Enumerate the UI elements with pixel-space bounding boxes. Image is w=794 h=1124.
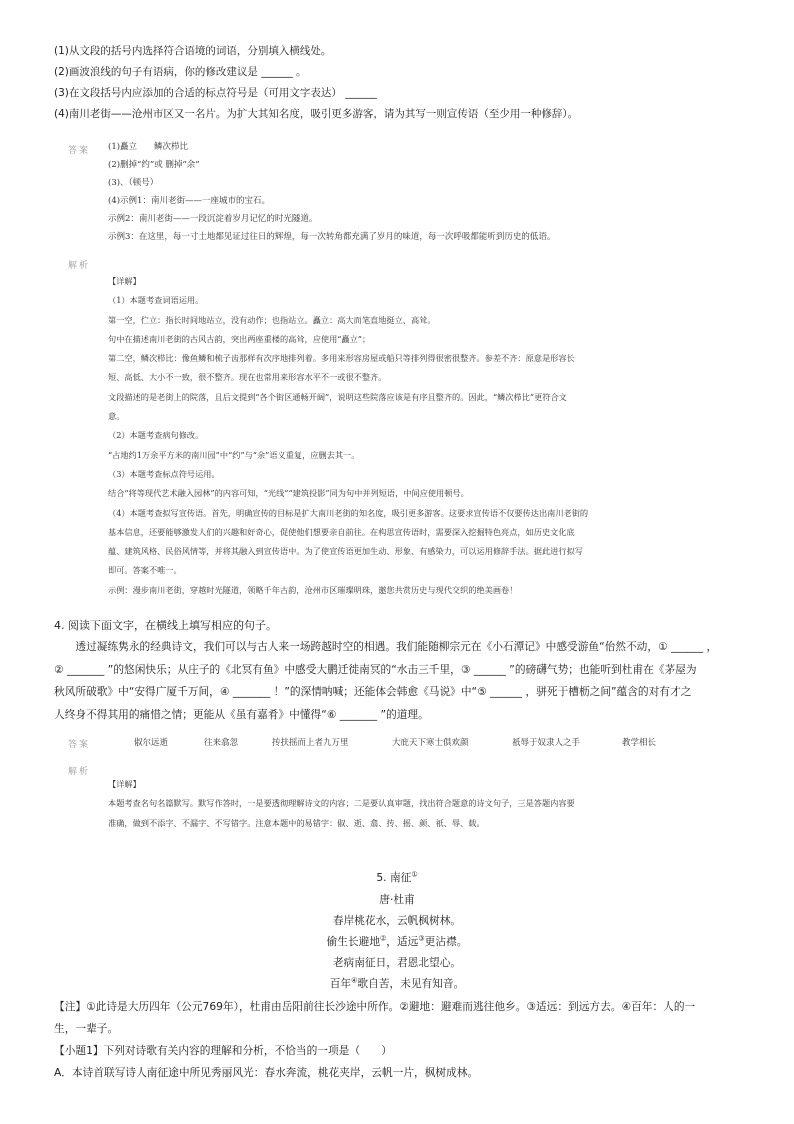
- footnote-mark: ②: [380, 934, 387, 943]
- answer-item: 祇辱于奴隶人之手: [512, 738, 581, 748]
- question-3-4: (4)南川老街——沧州市区又一名片。为扩大其知名度，吸引更多游客，请为其写一则宣传语（至少用一种修辞）。: [54, 108, 579, 120]
- passage-line: ② _______ ”的悠闲快乐；从庄子的《北冥有鱼》中感受大鹏迁徙南冥的“水击三千里，③ ______ ”的磅礴气势；也能听到杜甫在《茅屋为: [54, 662, 697, 676]
- analysis-line: 蕴、建筑风格、民俗风情等，并将其融入到宣传语中。为了使宣传语更加生动、形象、有感染力，可以运用修辞手法。据此进行拟写: [108, 546, 583, 557]
- poem-line-2: [0, 934, 794, 949]
- option-a: A．本诗首联写诗人南征途中所见秀丽风光：春水奔流，桃花夹岸，云帆一片，枫树成林。: [54, 1066, 479, 1079]
- analysis-label: 解析: [68, 261, 91, 271]
- question-4-title: 4. 阅读下面文字，在横线上填写相应的句子。: [54, 619, 277, 632]
- poem-title-text: 5. 南征: [376, 871, 412, 884]
- answer-item: 俶尔远逝: [134, 738, 169, 748]
- poem-line-4: [0, 976, 794, 991]
- poem-text: 百年: [329, 977, 352, 990]
- analysis-line: 准确，做到不添字、不漏字、不写错字。注意本题中的易错字：俶、逝、翕、抟、摇、颜、祇、辱、载。: [108, 817, 485, 828]
- poem-author: 唐·杜甫: [379, 893, 415, 906]
- analysis-line: （2）本题考查病句修改。: [108, 430, 204, 441]
- analysis-line: 第二空，鳞次栉比：像鱼鳞和梳子齿那样有次序地排列着。多用来形容房屋或船只等排列得很密很整齐。参差不齐：原意是形容长: [108, 353, 575, 364]
- analysis-line: 结合“将等现代艺术融入园林”的内容可知，“光线”“建筑投影”同为句中并列短语，中间应使用顿号。: [108, 488, 469, 499]
- answer-item: 教学相长: [622, 738, 657, 748]
- question-4-passage: [54, 636, 744, 726]
- analysis-line: “占地约1万余平方米的南川园”中“约”与“余”语义重复，应删去其一。: [108, 449, 360, 460]
- answer-line: (4)示例1：南川老街——一座城市的宝石。: [108, 196, 270, 206]
- passage-line: 秋风所破歌》中“安得广厦千万间，④ _______ ！”的深情呐喊；还能体会韩愈《马说》中“⑤ ______ ，骈死于槽枥之间”蕴含的对有才之: [54, 685, 692, 698]
- answer-item: 大庇天下寒士俱欢颜: [392, 738, 469, 748]
- question-3-1: (1)从文段的括号内选择符合语境的词语，分别填入横线处。: [54, 45, 332, 57]
- analysis-line: （4）本题考查拟写宣传语。首先，明确宣传的目标是扩大南川老街的知名度，吸引更多游客。这要求宣传语不仅要传达出南川老街的: [108, 507, 589, 518]
- analysis-line: 本题考查名句名篇默写。默写作答时，一是要透彻理解诗文的内容；二是要认真审题，找出符合题意的诗文句子，三是答题内容要: [108, 798, 575, 809]
- analysis-block-4: [108, 775, 720, 833]
- answer-block-3: [108, 141, 555, 249]
- answer-line: 示例3：在这里，每一寸土地都见证过往日的辉煌，每一次转角都充满了岁月的味道，每一次呼吸都能听到历史的低语。: [108, 232, 556, 242]
- passage-line: 人终身不得其用的痛惜之情；更能从《虽有嘉肴》中懂得“⑥ _______ ”的道理。: [54, 707, 429, 721]
- poem-line-1: 春岸桃花水，云帆枫树林。: [332, 914, 462, 927]
- answer-item: 往来翕忽: [204, 738, 239, 748]
- poem-text: 歌自苦，未见有知音。: [357, 977, 465, 990]
- analysis-line: 文段描述的是老街上的院落，且后文提到“各个街区通畅开阔”，说明这些院落应该是有序且整齐的。因此，“鳞次栉比”更符合文: [108, 391, 567, 402]
- analysis-line: 【详解】: [108, 276, 141, 286]
- analysis-line: 短、高低、大小不一致，很不整齐。现在也常用来形容水平不一或很不整齐。: [108, 372, 387, 383]
- poem-text: ，适远: [386, 935, 419, 948]
- analysis-line: （1）本题考查词语运用。: [108, 295, 204, 306]
- poem-line-3: 老病南征日，君恩北望心。: [332, 956, 462, 969]
- answer-label: 答案: [68, 740, 91, 750]
- answer-line: 示例2：南川老街——一段沉淀着岁月记忆的时光隧道。: [108, 214, 318, 224]
- analysis-line: 第一空，伫立：指长时间地站立，没有动作；也指站立。矗立：高大而笔直地挺立、高耸。: [108, 314, 436, 325]
- poem-title: [0, 870, 794, 885]
- answer-line: (2)删掉“约”或 删掉“余”: [108, 160, 200, 170]
- answer-line: (3)、（顿号）: [108, 178, 159, 188]
- poem-notes: [54, 996, 744, 1084]
- question-3-2: (2)画波浪线的句子有语病，你的修改建议是 ______ 。: [54, 66, 307, 78]
- footnote-mark: ④: [351, 976, 358, 985]
- analysis-label: 解析: [68, 767, 91, 777]
- answer-line: (1)矗立 鳞次栉比: [108, 142, 189, 152]
- poem-text: 偷生长避地: [326, 935, 381, 948]
- poem-text: 更沾襟。: [424, 935, 468, 948]
- analysis-block-3: [108, 272, 720, 600]
- analysis-line: 即可。答案不唯一。: [108, 565, 182, 576]
- note-line: 生，一辈子。: [54, 1022, 119, 1035]
- sub-question-1: 【小题1】下列对诗歌有关内容的理解和分析，不恰当的一项是（ ）: [54, 1044, 393, 1057]
- analysis-line: 句中在描述南川老街的古风古韵，突出两座重楼的高耸，应使用“矗立”；: [108, 333, 371, 344]
- footnote-mark: ①: [411, 870, 418, 879]
- analysis-line: （3）本题考查标点符号运用。: [108, 468, 220, 479]
- footnote-mark: ③: [418, 934, 425, 943]
- answer-item: 抟扶摇而上者九万里: [272, 738, 349, 748]
- analysis-line: 示例：漫步南川老街，穿越时光隧道，领略千年古韵，沧州市区璀璨明珠，邀您共赏历史与现代交织的绝美画卷！: [108, 584, 518, 595]
- question-3-3: (3)在文段括号内应添加的合适的标点符号是（可用文字表达） ______: [54, 87, 377, 99]
- analysis-line: 【详解】: [108, 779, 141, 789]
- analysis-line: 意。: [108, 411, 125, 422]
- passage-line: 透过凝练隽永的经典诗文，我们可以与古人来一场跨越时空的相遇。我们能随柳宗元在《小石潭记》中感受游鱼“佁然不动，① ______ ，: [54, 640, 718, 653]
- analysis-line: 基本信息，还要能够激发人们的兴趣和好奇心，促使他们想要亲自前往。在构思宣传语时，需要深入挖掘特色亮点，如历史文化底: [108, 526, 575, 537]
- note-line: 【注】①此诗是大历四年（公元769年），杜甫由岳阳前往长沙途中所作。②避地：避难而逃往他乡。③适远：到远方去。④百年：人的一: [54, 1000, 696, 1013]
- answer-label: 答案: [68, 146, 91, 156]
